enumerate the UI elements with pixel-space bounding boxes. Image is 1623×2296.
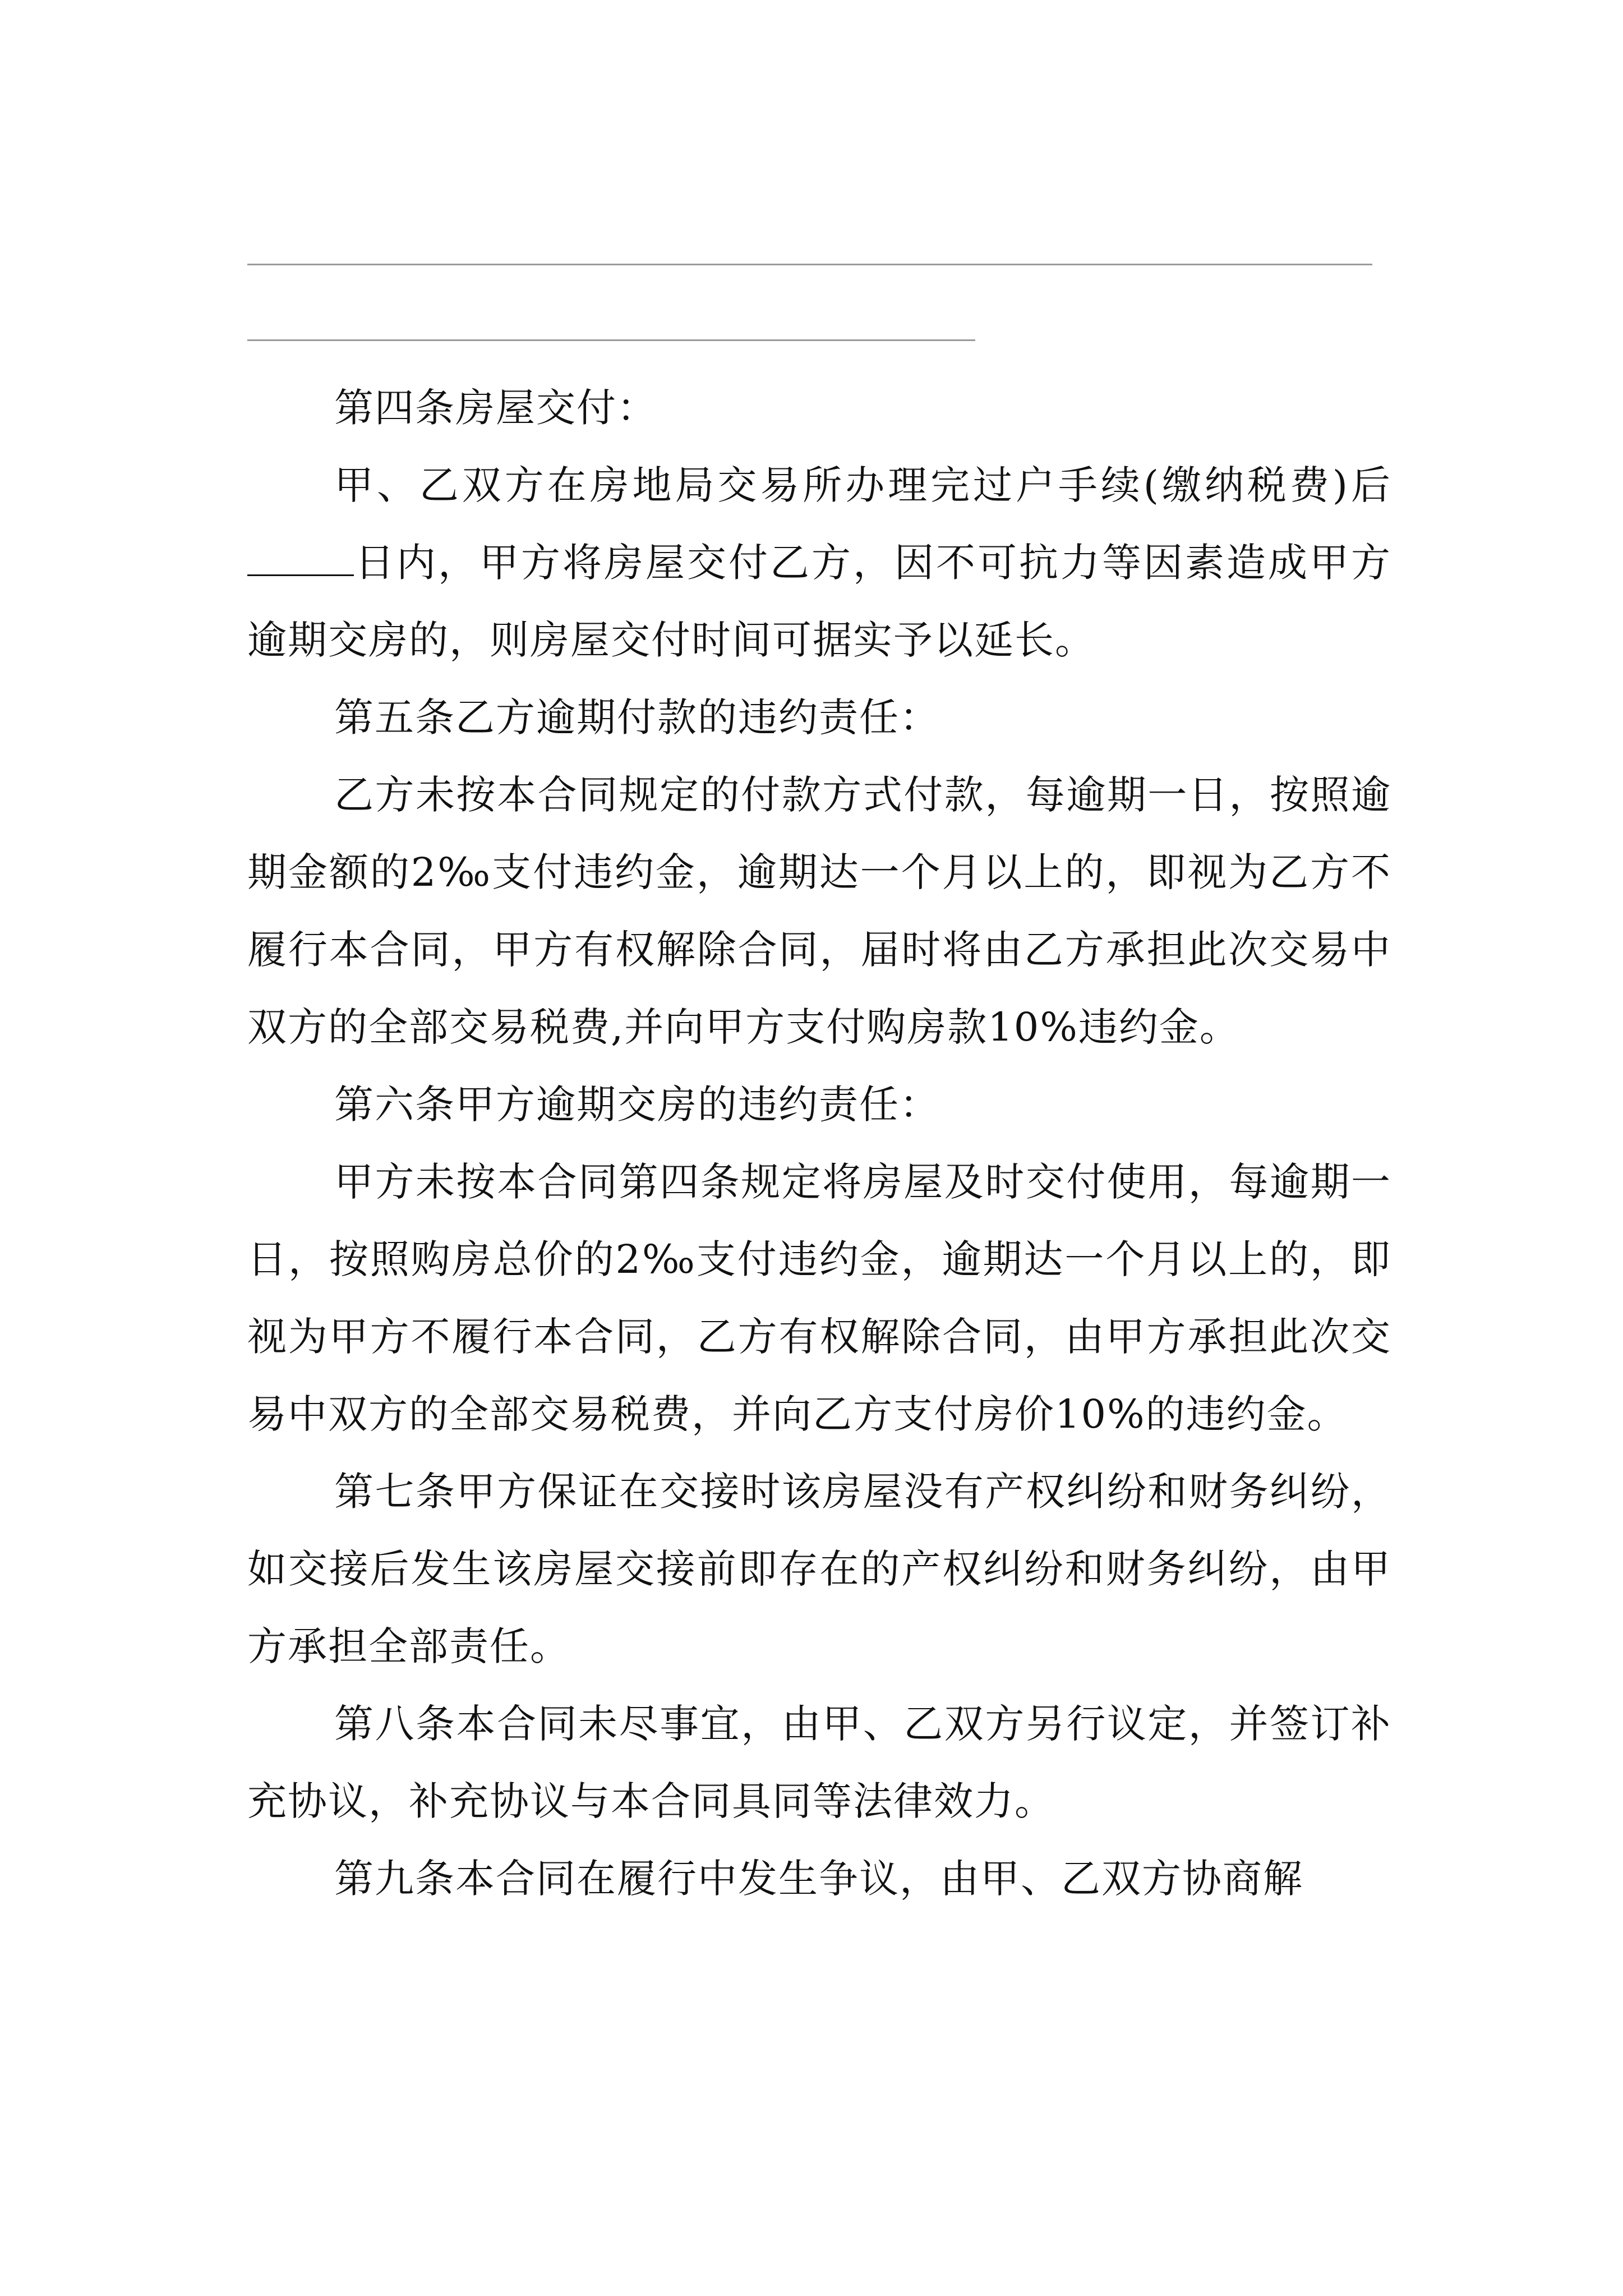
- article-4-text-before-blank: 甲、乙双方在房地局交易所办理完过户手续(缴纳税费)后: [334, 462, 1391, 508]
- article-7: 第七条甲方保证在交接时该房屋没有产权纠纷和财务纠纷，如交接后发生该房屋交接前即存在的产权纠纷和财务纠纷，由甲方承担全部责任。: [247, 1469, 1391, 1669]
- article-5-body: 乙方未按本合同规定的付款方式付款，每逾期一日，按照逾期金额的2‰支付违约金，逾期达一个月以上的，即视为乙方不履行本合同，甲方有权解除合同，届时将由乙方承担此次交易中双方的全部交易税费,并向甲方支付购房款10%违约金。: [247, 772, 1391, 1050]
- article-6-heading: 第六条甲方逾期交房的违约责任：: [334, 1082, 940, 1128]
- article-4-body: [247, 447, 1391, 679]
- article-6-body: 甲方未按本合同第四条规定将房屋及时交付使用，每逾期一日，按照购房总价的2‰支付违约金，逾期达一个月以上的，即视为甲方不履行本合同，乙方有权解除合同，由甲方承担此次交易中双方的全部交易税费，并向乙方支付房价10%的违约金。: [247, 1159, 1391, 1437]
- article-4-heading: 第四条房屋交付：: [334, 385, 657, 431]
- article-4-text-after-blank: 日内，甲方将房屋交付乙方，因不可抗力等因素造成甲方逾期交房的，则房屋交付时间可据实予以延长。: [247, 540, 1391, 663]
- fill-in-line: [247, 264, 1372, 265]
- days-blank: [247, 541, 354, 576]
- article-8: 第八条本合同未尽事宜，由甲、乙双方另行议定，并签订补充协议，补充协议与本合同具同等法律效力。: [247, 1701, 1391, 1824]
- article-9: 第九条本合同在履行中发生争议，由甲、乙双方协商解: [334, 1856, 1303, 1902]
- contract-body: [247, 369, 1391, 1917]
- fill-in-line: [247, 339, 975, 341]
- article-5-heading: 第五条乙方逾期付款的违约责任：: [334, 694, 940, 740]
